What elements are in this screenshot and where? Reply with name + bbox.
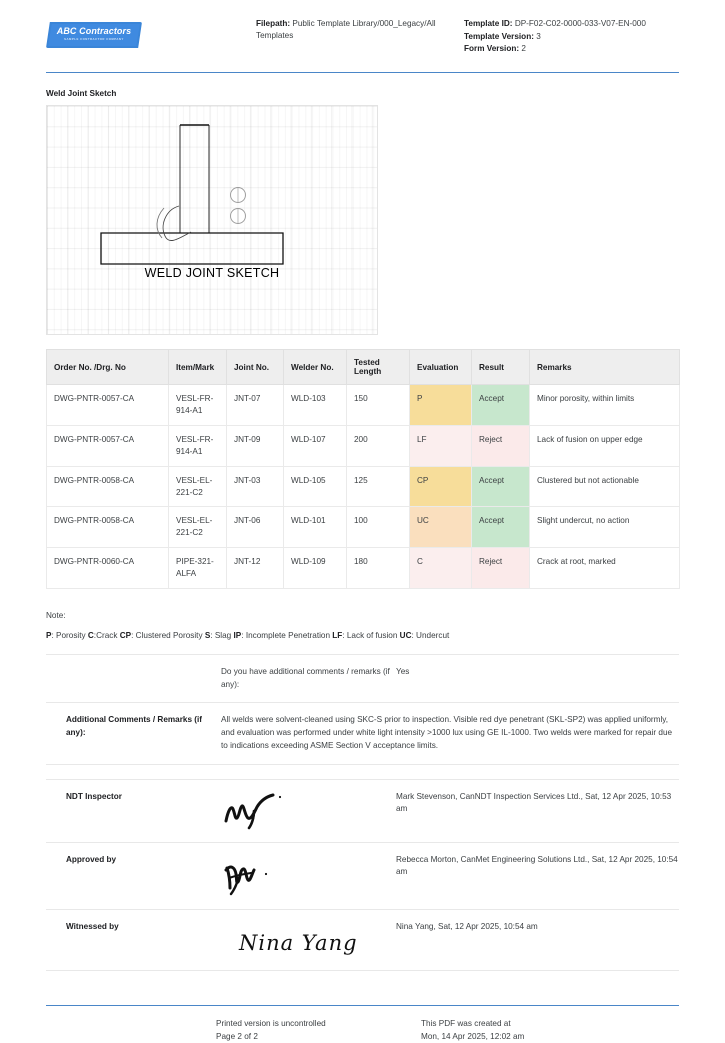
legend-code: UC — [399, 631, 412, 641]
cell-welder-no: WLD-101 — [284, 507, 347, 548]
legend-text: : Undercut — [411, 631, 450, 641]
cell-remarks: Minor porosity, within limits — [530, 385, 680, 426]
footer-divider — [46, 1005, 679, 1006]
footer-right — [421, 1018, 524, 1043]
comments-question-answer: Yes — [396, 655, 679, 703]
col-evaluation: Evaluation — [410, 350, 472, 385]
cell-item-mark: PIPE-321-ALFA — [169, 548, 227, 589]
cell-welder-no: WLD-107 — [284, 425, 347, 466]
signature-label-inspector: NDT Inspector — [46, 779, 221, 842]
cell-order-no: DWG-PNTR-0057-CA — [47, 385, 169, 426]
comments-body-label: Additional Comments / Remarks (if any): — [46, 703, 221, 764]
cell-evaluation: P — [410, 385, 472, 426]
template-meta-block — [464, 18, 679, 56]
cell-joint-no: JNT-07 — [227, 385, 284, 426]
legend-text: : Incomplete Penetration — [241, 631, 333, 641]
cell-tested-length: 150 — [347, 385, 410, 426]
filepath-label: Filepath: — [256, 19, 291, 28]
cell-order-no: DWG-PNTR-0057-CA — [47, 425, 169, 466]
cell-tested-length: 100 — [347, 507, 410, 548]
document-header — [46, 0, 679, 56]
signature-row-inspector — [46, 779, 679, 842]
col-welder-no: Welder No. — [284, 350, 347, 385]
signature-detail-inspector: Mark Stevenson, CanNDT Inspection Services Ltd., Sat, 12 Apr 2025, 10:53 am — [396, 779, 679, 842]
cell-evaluation: LF — [410, 425, 472, 466]
table-row — [47, 548, 680, 589]
cell-result: Reject — [472, 425, 530, 466]
handwritten-signature-nina-yang — [221, 921, 396, 960]
comments-question-row — [46, 655, 679, 703]
cell-evaluation: C — [410, 548, 472, 589]
form-version-label: Form Version: — [464, 44, 520, 54]
cell-result: Accept — [472, 385, 530, 426]
legend-text: :Crack — [93, 631, 120, 641]
cell-result: Accept — [472, 466, 530, 507]
legend-text: : Slag — [210, 631, 234, 641]
table-row — [47, 425, 680, 466]
signature-label-approver: Approved by — [46, 842, 221, 909]
form-version-value: 2 — [521, 44, 526, 54]
footer-left — [216, 1018, 421, 1043]
cell-remarks: Crack at root, marked — [530, 548, 680, 589]
legend-code: S — [204, 631, 211, 641]
signature-detail-approver: Rebecca Morton, CanMet Engineering Solutions Ltd., Sat, 12 Apr 2025, 10:54 am — [396, 842, 679, 909]
table-row — [47, 385, 680, 426]
signature-image-witness — [221, 909, 396, 971]
note-label: Note: — [46, 611, 66, 621]
comments-question-label: Do you have additional comments / remarks (if any): — [221, 655, 396, 703]
cell-item-mark: VESL-EL-221-C2 — [169, 466, 227, 507]
legend-text: : Lack of fusion — [342, 631, 400, 641]
footer-printed-notice: Printed version is uncontrolled — [216, 1019, 326, 1029]
col-remarks: Remarks — [530, 350, 680, 385]
cell-remarks: Lack of fusion on upper edge — [530, 425, 680, 466]
template-version-row — [464, 31, 679, 44]
cell-tested-length: 200 — [347, 425, 410, 466]
col-item-mark: Item/Mark — [169, 350, 227, 385]
signature-image-inspector — [221, 779, 396, 842]
template-version-value: 3 — [536, 31, 541, 41]
signature-row-witness — [46, 909, 679, 971]
comments-body-text: All welds were solvent-cleaned using SKC-S prior to inspection. Visible red dye penetrant (SKL-SP2) was applied uniformly, and evaluation was performed under white light intensity >1000 lux using GE IL-1000. Two welds were marked for repair due to indications exceeding ASME Section V acceptance limits. — [221, 703, 679, 764]
legend-code: CP — [119, 631, 132, 641]
cell-result: Reject — [472, 548, 530, 589]
cell-item-mark: VESL-FR-914-A1 — [169, 425, 227, 466]
cell-joint-no: JNT-09 — [227, 425, 284, 466]
weld-joint-drawing — [47, 106, 377, 334]
cell-tested-length: 180 — [347, 548, 410, 589]
template-version-label: Template Version: — [464, 31, 534, 41]
cell-joint-no: JNT-03 — [227, 466, 284, 507]
form-version-row — [464, 43, 679, 56]
col-joint-no: Joint No. — [227, 350, 284, 385]
comments-question-spacer — [46, 655, 221, 703]
legend-text: : Clustered Porosity — [131, 631, 205, 641]
signature-detail-witness: Nina Yang, Sat, 12 Apr 2025, 10:54 am — [396, 909, 679, 971]
cell-welder-no: WLD-103 — [284, 385, 347, 426]
footer-pdf-created-label: This PDF was created at — [421, 1019, 511, 1029]
filepath-block — [256, 18, 464, 43]
filepath-value: Public Template Library/000_Legacy/All Templates — [256, 19, 436, 41]
col-tested-length: Tested Length — [347, 350, 410, 385]
legend-code: C — [87, 631, 94, 641]
evaluation-code-legend — [46, 631, 679, 640]
cell-item-mark: VESL-FR-914-A1 — [169, 385, 227, 426]
cell-welder-no: WLD-105 — [284, 466, 347, 507]
cell-tested-length: 125 — [347, 466, 410, 507]
cell-welder-no: WLD-109 — [284, 548, 347, 589]
company-logo — [46, 18, 256, 48]
handwritten-signature-mark-stevenson — [221, 791, 396, 831]
header-divider — [46, 72, 679, 73]
cell-joint-no: JNT-06 — [227, 507, 284, 548]
table-row — [47, 466, 680, 507]
weld-joint-sketch-canvas — [46, 105, 378, 335]
cell-evaluation: CP — [410, 466, 472, 507]
comments-body-row — [46, 703, 679, 764]
cell-result: Accept — [472, 507, 530, 548]
cell-order-no: DWG-PNTR-0058-CA — [47, 466, 169, 507]
legend-code: IP — [233, 631, 242, 641]
document-footer — [46, 1018, 679, 1043]
legend-text: : Porosity — [51, 631, 88, 641]
col-result: Result — [472, 350, 530, 385]
table-header-row — [47, 350, 680, 385]
cell-remarks: Slight undercut, no action — [530, 507, 680, 548]
weld-joint-sketch-title: Weld Joint Sketch — [46, 89, 117, 99]
legend-code: P — [46, 631, 52, 641]
table-row — [47, 507, 680, 548]
footer-page-number: Page 2 of 2 — [216, 1031, 258, 1041]
template-id-row — [464, 18, 679, 31]
cell-order-no: DWG-PNTR-0058-CA — [47, 507, 169, 548]
comments-section — [46, 654, 679, 765]
weld-joint-sketch-caption: WELD JOINT SKETCH — [144, 266, 280, 281]
signatures-section — [46, 779, 679, 972]
signature-label-witness: Witnessed by — [46, 909, 221, 971]
logo-tagline: SAMPLE CONTRACTOR COMPANY — [64, 37, 124, 41]
table-body — [47, 385, 680, 589]
cell-remarks: Clustered but not actionable — [530, 466, 680, 507]
template-id-value: DP-F02-C02-0000-033-V07-EN-000 — [514, 19, 646, 28]
cell-order-no: DWG-PNTR-0060-CA — [47, 548, 169, 589]
footer-pdf-created-date: Mon, 14 Apr 2025, 12:02 am — [421, 1031, 525, 1041]
legend-code: LF — [332, 631, 343, 641]
weld-inspection-table — [46, 349, 680, 589]
template-id-label: Template ID: — [464, 19, 513, 28]
logo-company-name: ABC Contractors — [56, 26, 132, 36]
cell-item-mark: VESL-EL-221-C2 — [169, 507, 227, 548]
signature-row-approver — [46, 842, 679, 909]
handwritten-signature-rebecca-morton — [221, 854, 396, 898]
signature-image-approver — [221, 842, 396, 909]
col-order-no: Order No. /Drg. No — [47, 350, 169, 385]
signature-text-nina-yang: Nina Yang — [239, 930, 358, 955]
cell-joint-no: JNT-12 — [227, 548, 284, 589]
cell-evaluation: UC — [410, 507, 472, 548]
